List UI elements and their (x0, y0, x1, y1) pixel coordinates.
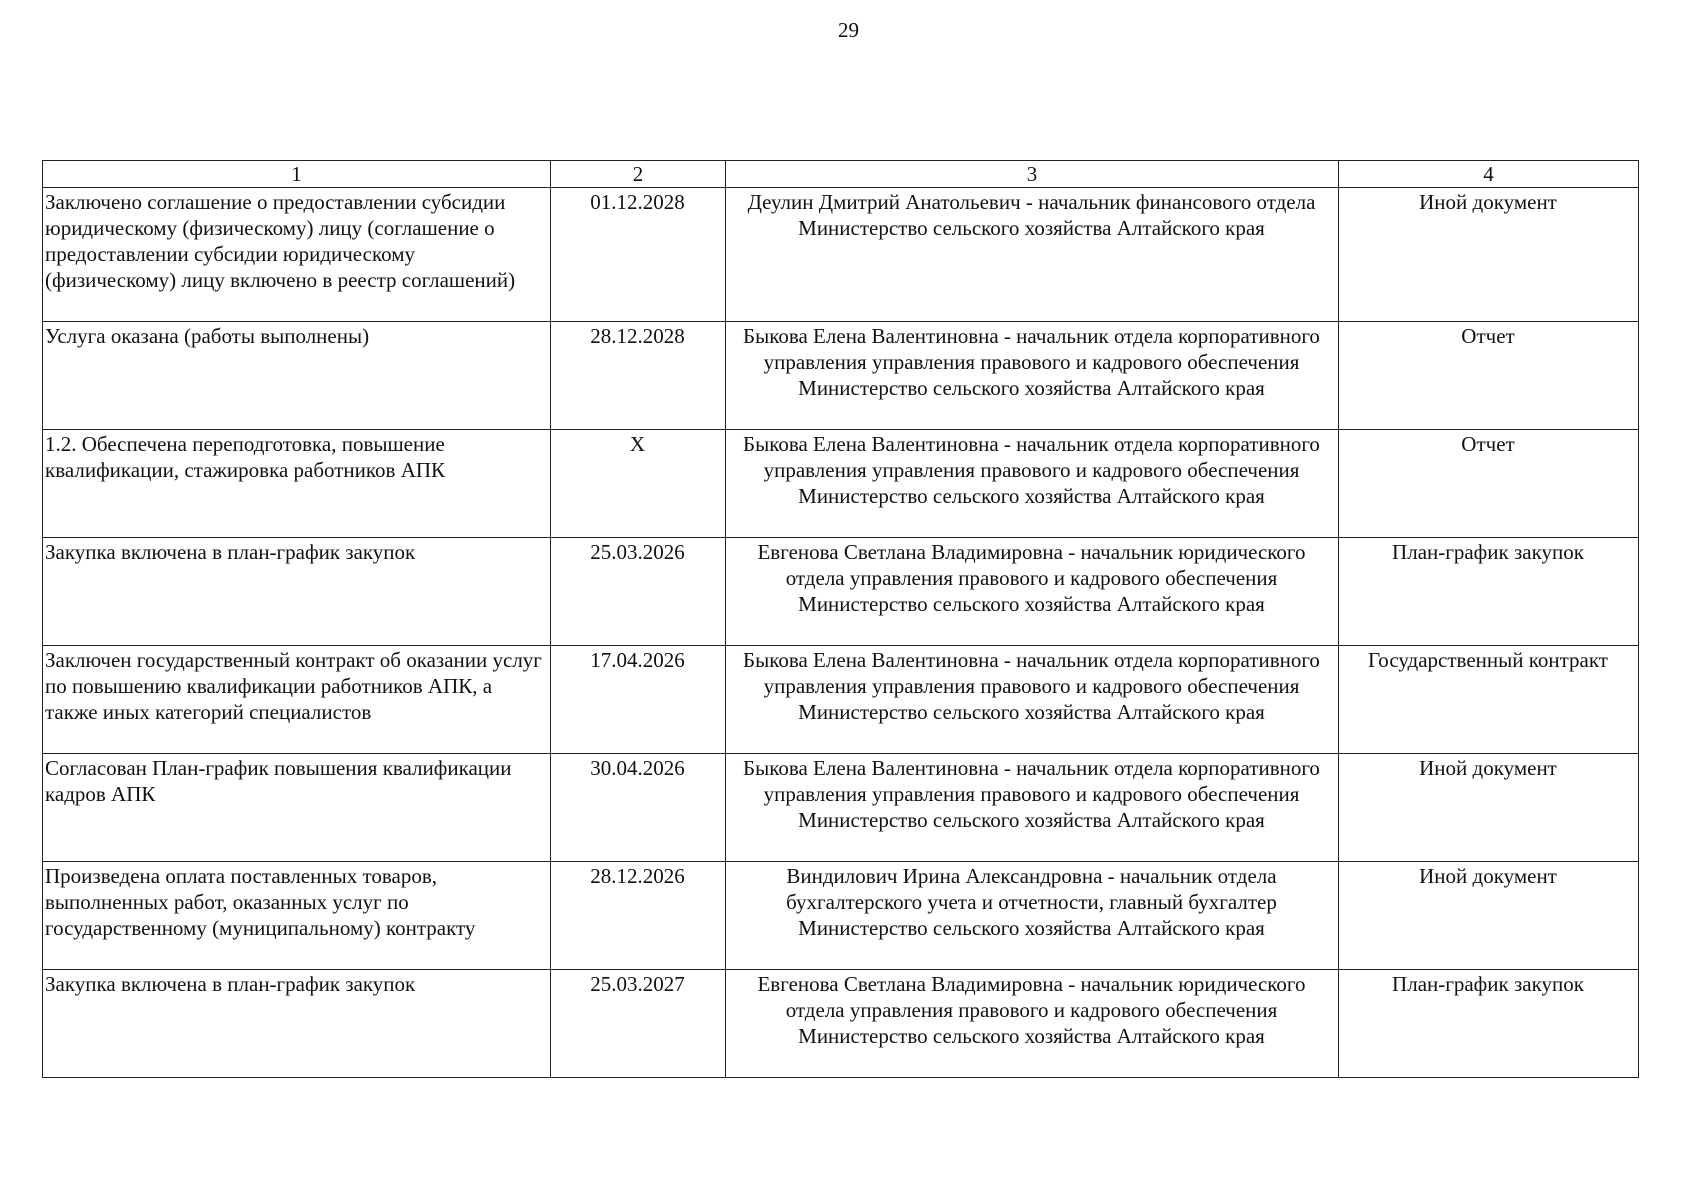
date-cell: 28.12.2028 (551, 322, 726, 430)
responsible-organization: Министерство сельского хозяйства Алтайского края (798, 484, 1265, 508)
responsible-person: Евгенова Светлана Владимировна - начальник юридического отдела управления правового и кадрового обеспечения (757, 540, 1306, 590)
date-cell: 25.03.2026 (551, 538, 726, 646)
responsible-person: Быкова Елена Валентиновна - начальник отдела корпоративного управления управления правового и кадрового обеспечения (743, 756, 1320, 806)
responsible-organization: Министерство сельского хозяйства Алтайского края (798, 1024, 1265, 1048)
table-row (43, 538, 1639, 646)
responsible-organization: Министерство сельского хозяйства Алтайского края (798, 916, 1265, 940)
document-cell: План-график закупок (1339, 538, 1639, 646)
responsible-organization: Министерство сельского хозяйства Алтайского края (798, 216, 1265, 240)
responsible-organization: Министерство сельского хозяйства Алтайского края (798, 700, 1265, 724)
document-cell: Иной документ (1339, 188, 1639, 322)
column-header-2: 2 (551, 161, 726, 188)
date-cell: X (551, 430, 726, 538)
table-row (43, 188, 1639, 322)
event-cell: Заключено соглашение о предоставлении субсидии юридическому (физическому) лицу (соглашение о предоставлении субсидии юридическому (физическому) лицу включено в реестр соглашений) (43, 188, 551, 322)
table-row (43, 646, 1639, 754)
table-header-row (43, 161, 1639, 188)
responsible-organization: Министерство сельского хозяйства Алтайского края (798, 808, 1265, 832)
document-cell: Отчет (1339, 322, 1639, 430)
responsible-person: Евгенова Светлана Владимировна - начальник юридического отдела управления правового и кадрового обеспечения (757, 972, 1306, 1022)
responsible-cell (726, 970, 1339, 1078)
responsible-cell (726, 646, 1339, 754)
table-row (43, 970, 1639, 1078)
event-cell: Согласован План-график повышения квалификации кадров АПК (43, 754, 551, 862)
table-row (43, 754, 1639, 862)
event-cell: Заключен государственный контракт об оказании услуг по повышению квалификации работников АПК, а также иных категорий специалистов (43, 646, 551, 754)
table-row (43, 862, 1639, 970)
event-cell: Закупка включена в план-график закупок (43, 538, 551, 646)
responsible-cell (726, 862, 1339, 970)
responsible-person: Деулин Дмитрий Анатольевич - начальник финансового отдела (747, 190, 1316, 214)
document-cell: Отчет (1339, 430, 1639, 538)
responsible-cell (726, 188, 1339, 322)
table-row (43, 430, 1639, 538)
date-cell: 30.04.2026 (551, 754, 726, 862)
column-header-4: 4 (1339, 161, 1639, 188)
document-cell: Государственный контракт (1339, 646, 1639, 754)
document-cell: План-график закупок (1339, 970, 1639, 1078)
responsible-cell (726, 430, 1339, 538)
event-cell: 1.2. Обеспечена переподготовка, повышение квалификации, стажировка работников АПК (43, 430, 551, 538)
control-points-table (42, 160, 1639, 1078)
date-cell: 17.04.2026 (551, 646, 726, 754)
responsible-person: Быкова Елена Валентиновна - начальник отдела корпоративного управления управления правового и кадрового обеспечения (743, 324, 1320, 374)
column-header-1: 1 (43, 161, 551, 188)
responsible-person: Быкова Елена Валентиновна - начальник отдела корпоративного управления управления правового и кадрового обеспечения (743, 648, 1320, 698)
date-cell: 28.12.2026 (551, 862, 726, 970)
document-cell: Иной документ (1339, 754, 1639, 862)
responsible-person: Виндилович Ирина Александровна - начальник отдела бухгалтерского учета и отчетности, главный бухгалтер (786, 864, 1277, 914)
date-cell: 01.12.2028 (551, 188, 726, 322)
responsible-cell (726, 754, 1339, 862)
event-cell: Услуга оказана (работы выполнены) (43, 322, 551, 430)
table-row (43, 322, 1639, 430)
responsible-cell (726, 538, 1339, 646)
responsible-organization: Министерство сельского хозяйства Алтайского края (798, 592, 1265, 616)
date-cell: 25.03.2027 (551, 970, 726, 1078)
page-number: 29 (838, 18, 859, 42)
event-cell: Закупка включена в план-график закупок (43, 970, 551, 1078)
event-cell: Произведена оплата поставленных товаров, выполненных работ, оказанных услуг по государственному (муниципальному) контракту (43, 862, 551, 970)
column-header-3: 3 (726, 161, 1339, 188)
responsible-organization: Министерство сельского хозяйства Алтайского края (798, 376, 1265, 400)
responsible-cell (726, 322, 1339, 430)
document-cell: Иной документ (1339, 862, 1639, 970)
responsible-person: Быкова Елена Валентиновна - начальник отдела корпоративного управления управления правового и кадрового обеспечения (743, 432, 1320, 482)
